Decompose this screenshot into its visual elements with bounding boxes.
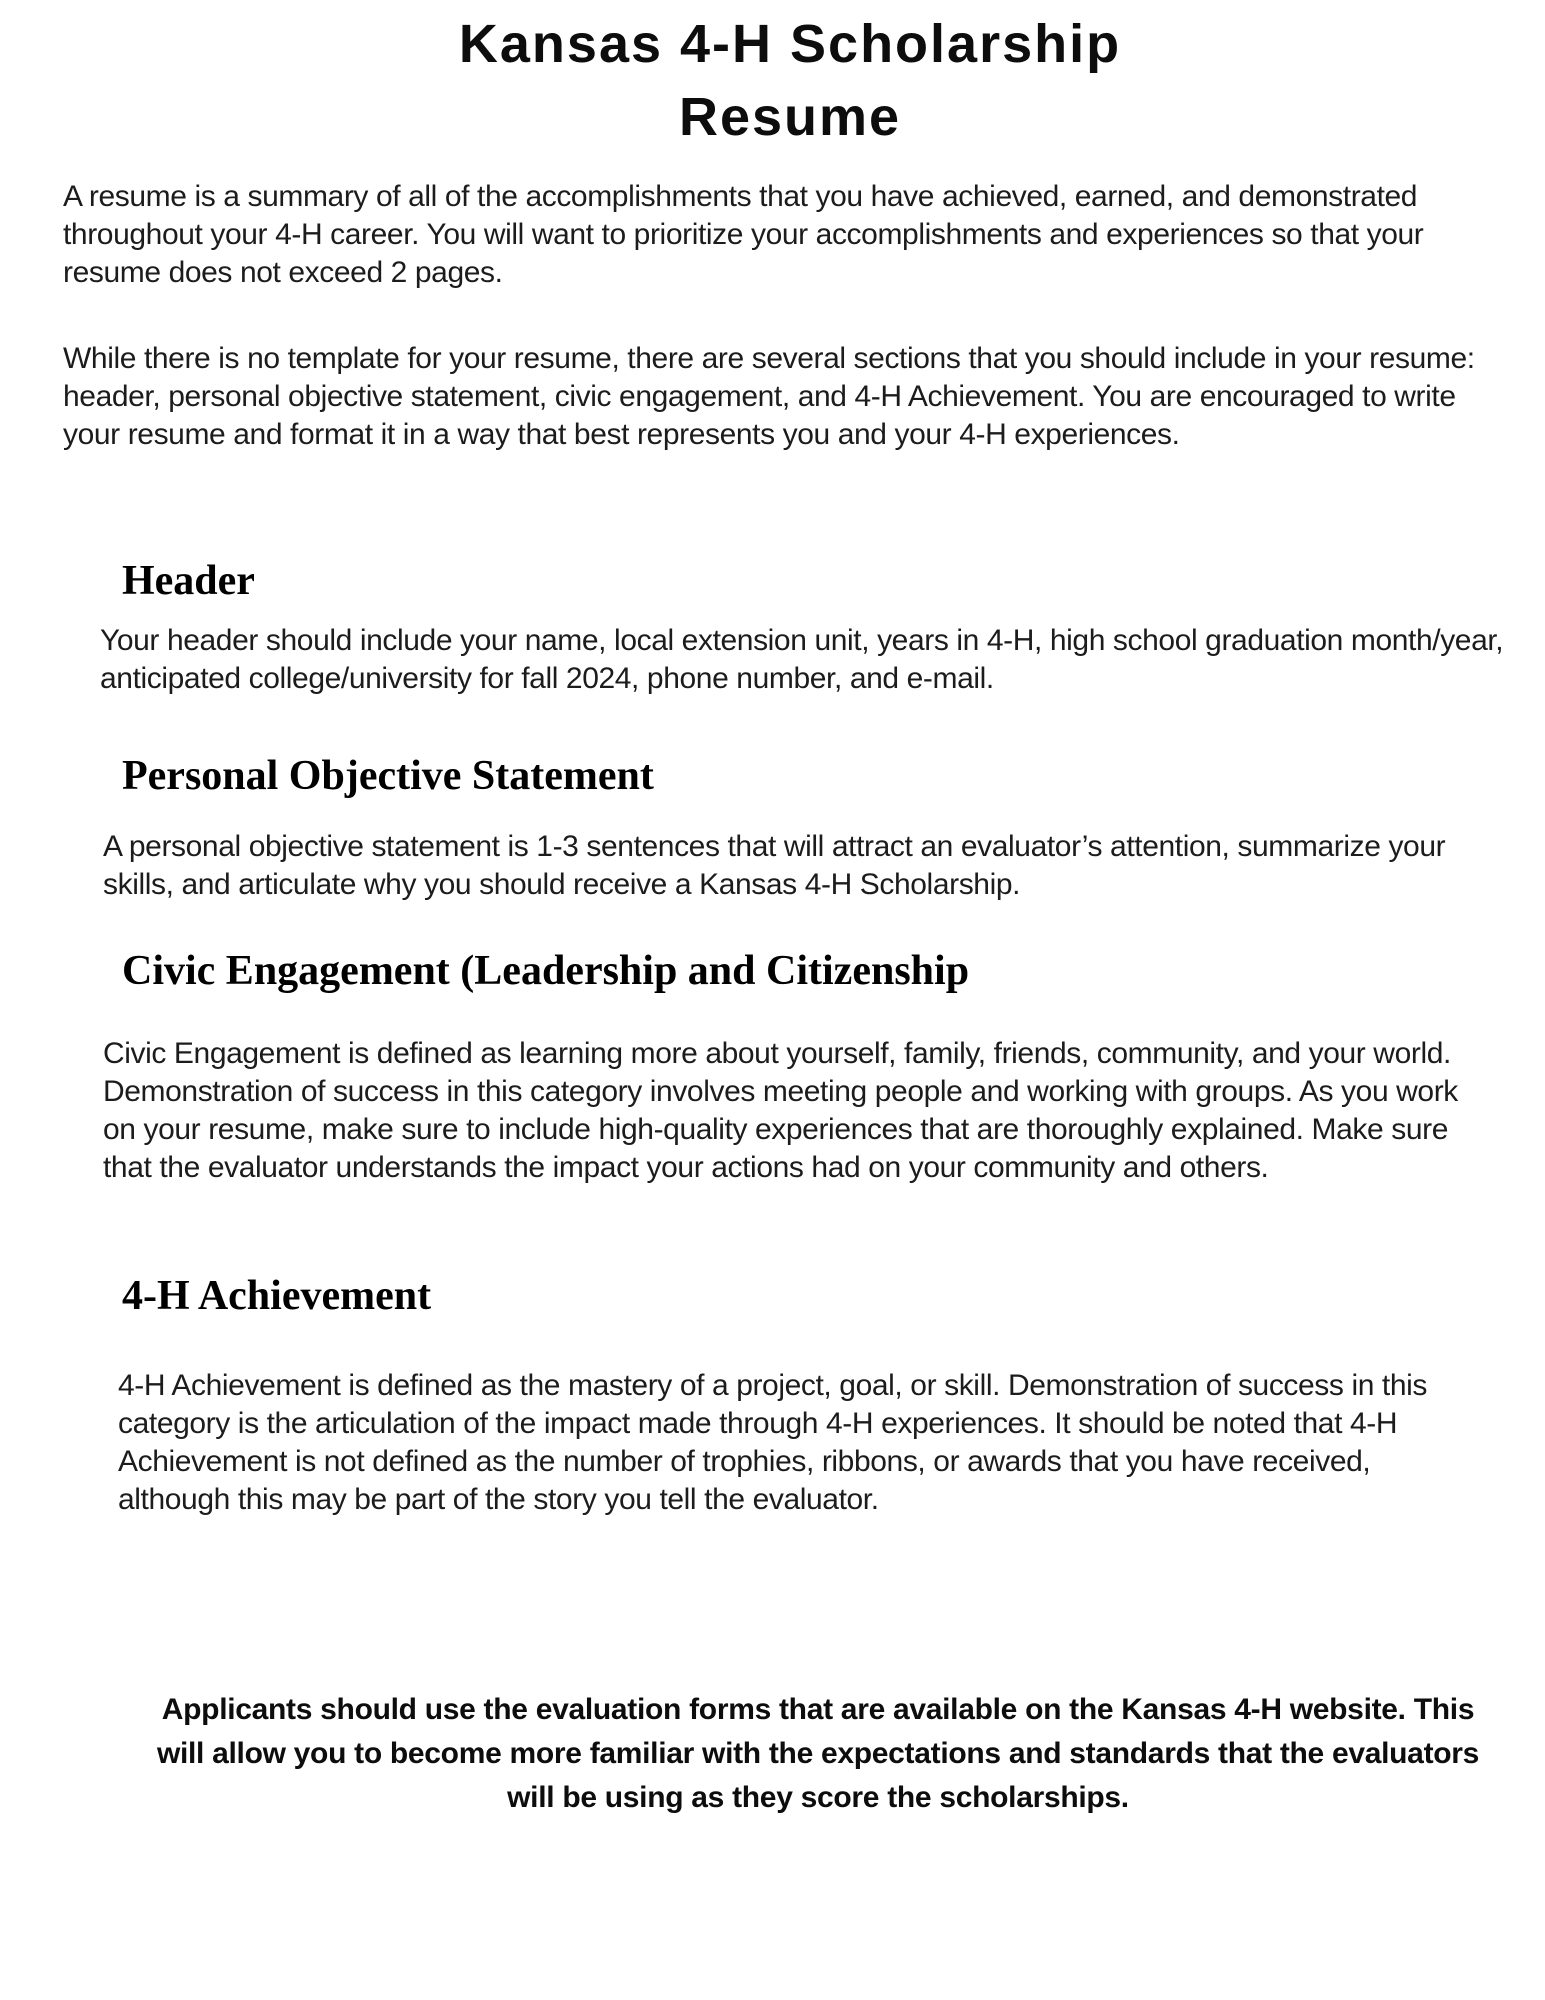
footer-note: Applicants should use the evaluation forms that are available on the Kansas 4-H website. This will allow you to become more familiar with the expectations and standards that the evaluators will be using as they score the scholarships. (156, 1693, 1480, 1814)
section-heading-personal-objective-statement: Personal Objective Statement (122, 753, 654, 799)
intro-paragraph-2: While there is no template for your resume, there are several sections that you should include in your resume: header, personal objective statement, civic engagement, and 4-H Achievement. You are encouraged to write your resume and format it in a way that best represents you and your 4-H experiences. (63, 342, 1475, 451)
section-body-header: Your header should include your name, local extension unit, years in 4-H, high school graduation month/year, anticipated college/university for fall 2024, phone number, and e-mail. (100, 624, 1504, 695)
title-line-1: Kansas 4-H Scholarship (458, 14, 1122, 74)
title-line-2: Resume (678, 87, 902, 147)
section-body-4h-achievement: 4-H Achievement is defined as the mastery of a project, goal, or skill. Demonstration of success in this category is the articulation of the impact made through 4-H experiences. It should be noted that 4-H Achievement is not defined as the number of trophies, ribbons, or awards that you have received, although this may be part of the story you tell the evaluator. (118, 1369, 1428, 1516)
section-heading-4h-achievement: 4-H Achievement (122, 1273, 432, 1319)
section-heading-civic-engagement: Civic Engagement (Leadership and Citizenship (122, 948, 970, 994)
document-title (35, 8, 1545, 154)
section-body-personal-objective-statement: A personal objective statement is 1-3 sentences that will attract an evaluator’s attention, summarize your skills, and articulate why you should receive a Kansas 4-H Scholarship. (103, 830, 1446, 901)
section-body-civic-engagement: Civic Engagement is defined as learning more about yourself, family, friends, community, and your world. Demonstration of success in this category involves meeting people and working with groups. As you work on your resume, make sure to include high-quality experiences that are thoroughly explained. Make sure that the evaluator understands the impact your actions had on your community and others. (103, 1037, 1458, 1184)
intro-paragraph-1: A resume is a summary of all of the accomplishments that you have achieved, earned, and demonstrated throughout your 4-H career. You will want to prioritize your accomplishments and experiences so that your resume does not exceed 2 pages. (63, 180, 1424, 289)
section-heading-header: Header (122, 558, 255, 604)
